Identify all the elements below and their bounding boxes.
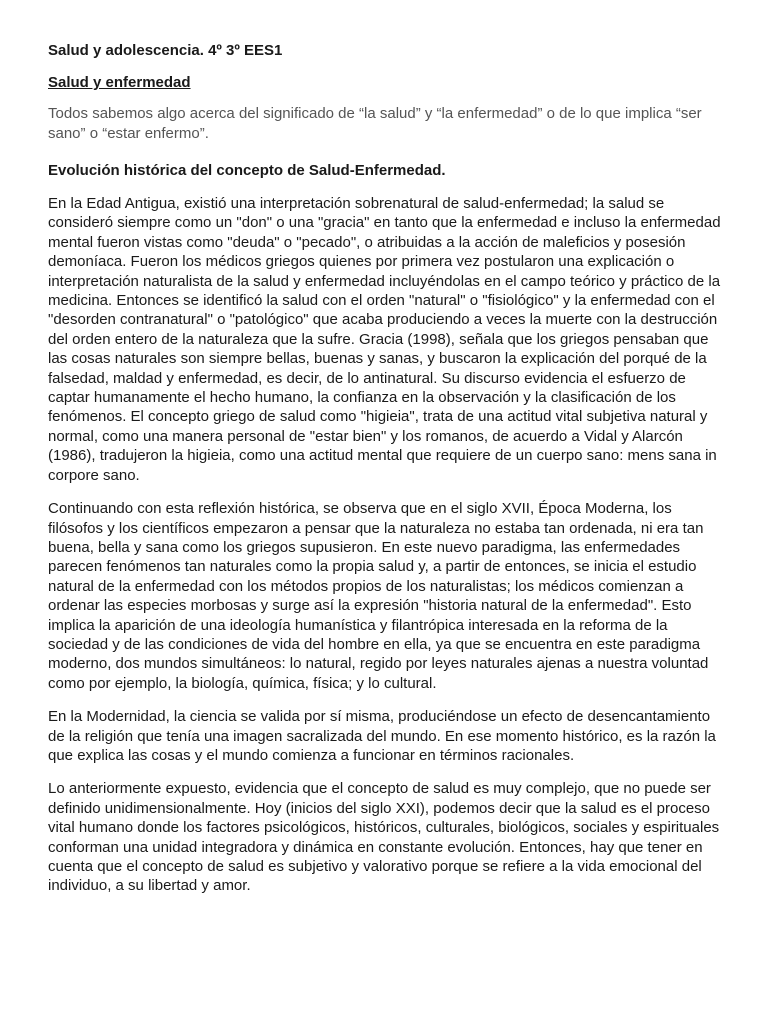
- body-paragraph-2: Continuando con esta reflexión histórica, se observa que en el siglo XVII, Época Moderna, los filósofos y los científicos empezaron a pensar que la naturaleza no estaba tan ordenada, ni era tan buena, bella y sana como los griegos supusieron. En este nuevo paradigma, las enfermedades parecen fenómenos tan naturales como la propia salud y, a partir de entonces, se inicia el estudio natural de la enfermedad con los métodos propios de los naturalistas; los médicos comienzan a ordenar las especies morbosas y surge así la expresión "historia natural de la enfermedad". Esto implica la aparición de una ideología humanística y filantrópica interesada en la reforma de la sociedad y de las condiciones de vida del hombre en ella, ya que se encuentra en este paradigma moderno, dos mundos simultáneos: lo natural, regido por leyes naturales ajenas a nuestra voluntad como por ejemplo, la biología, química, física; y lo cultural.: [48, 500, 709, 692]
- body-paragraph-1: En la Edad Antigua, existió una interpretación sobrenatural de salud-enfermedad; la salud se consideró siempre como un "don" o una "gracia" en tanto que la enfermedad e incluso la enfermedad mental fueron vistas como "deuda" o "pecado", o atribuidas a la acción de maleficios y posesión demoníaca. Fueron los médicos griegos quienes por primera vez postularon una explicación o interpretación naturalista de la salud y enfermedad incluyéndolas en el campo teórico y práctico de la medicina. Entonces se identificó la salud con el orden "natural" o "fisiológico" y la enfermedad con el "desorden contranatural" o "patológico" que acaba produciendo a veces la muerte con la destrucción del orden entero de la naturaleza que la sufre. Gracia (1998), señala que los griegos pensaban que las cosas naturales son siempre bellas, buenas y sanas, y buscaron la explicación del porqué de la falsedad, maldad y enfermedad, es decir, de lo antinatural. Su discurso evidencia el esfuerzo de captar humanamente el hecho humano, la confianza en la observación y la clasificación de los fenómenos. El concepto griego de salud como "higieia", trata de una actitud vital subjetiva natural y normal, como una manera personal de "estar bien" y los romanos, de acuerdo a Vidal y Alarcón (1986), tradujeron la higieia, como una actitud mental que requiere de un cuerpo sano: mens sana in corpore sano.: [48, 195, 721, 484]
- body-paragraph-3: En la Modernidad, la ciencia se valida por sí misma, produciéndose un efecto de desencantamiento de la religión que tenía una imagen sacralizada del mundo. En ese momento histórico, es la razón la que explica las cosas y el mundo comienza a funcionar en términos racionales.: [48, 708, 716, 764]
- document-title: Salud y adolescencia. 4º 3º EES1: [48, 42, 283, 59]
- intro-paragraph: Todos sabemos algo acerca del significado de “la salud” y “la enfermedad” o de lo que implica “ser sano” o “estar enfermo”.: [48, 105, 702, 142]
- section-subheading: Evolución histórica del concepto de Salud-Enfermedad.: [48, 162, 446, 179]
- document-page: [48, 40, 728, 910]
- section-title: Salud y enfermedad: [48, 74, 191, 91]
- body-paragraph-4: Lo anteriormente expuesto, evidencia que el concepto de salud es muy complejo, que no puede ser definido unidimensionalmente. Hoy (inicios del siglo XXI), podemos decir que la salud es el proceso vital humano donde los factores psicológicos, históricos, culturales, biológicos, sociales y espirituales conforman una unidad integradora y dinámica en constante evolución. Entonces, hay que tener en cuenta que el concepto de salud es subjetivo y valorativo porque se refiere a la vida emocional del individuo, a su libertad y amor.: [48, 780, 720, 895]
